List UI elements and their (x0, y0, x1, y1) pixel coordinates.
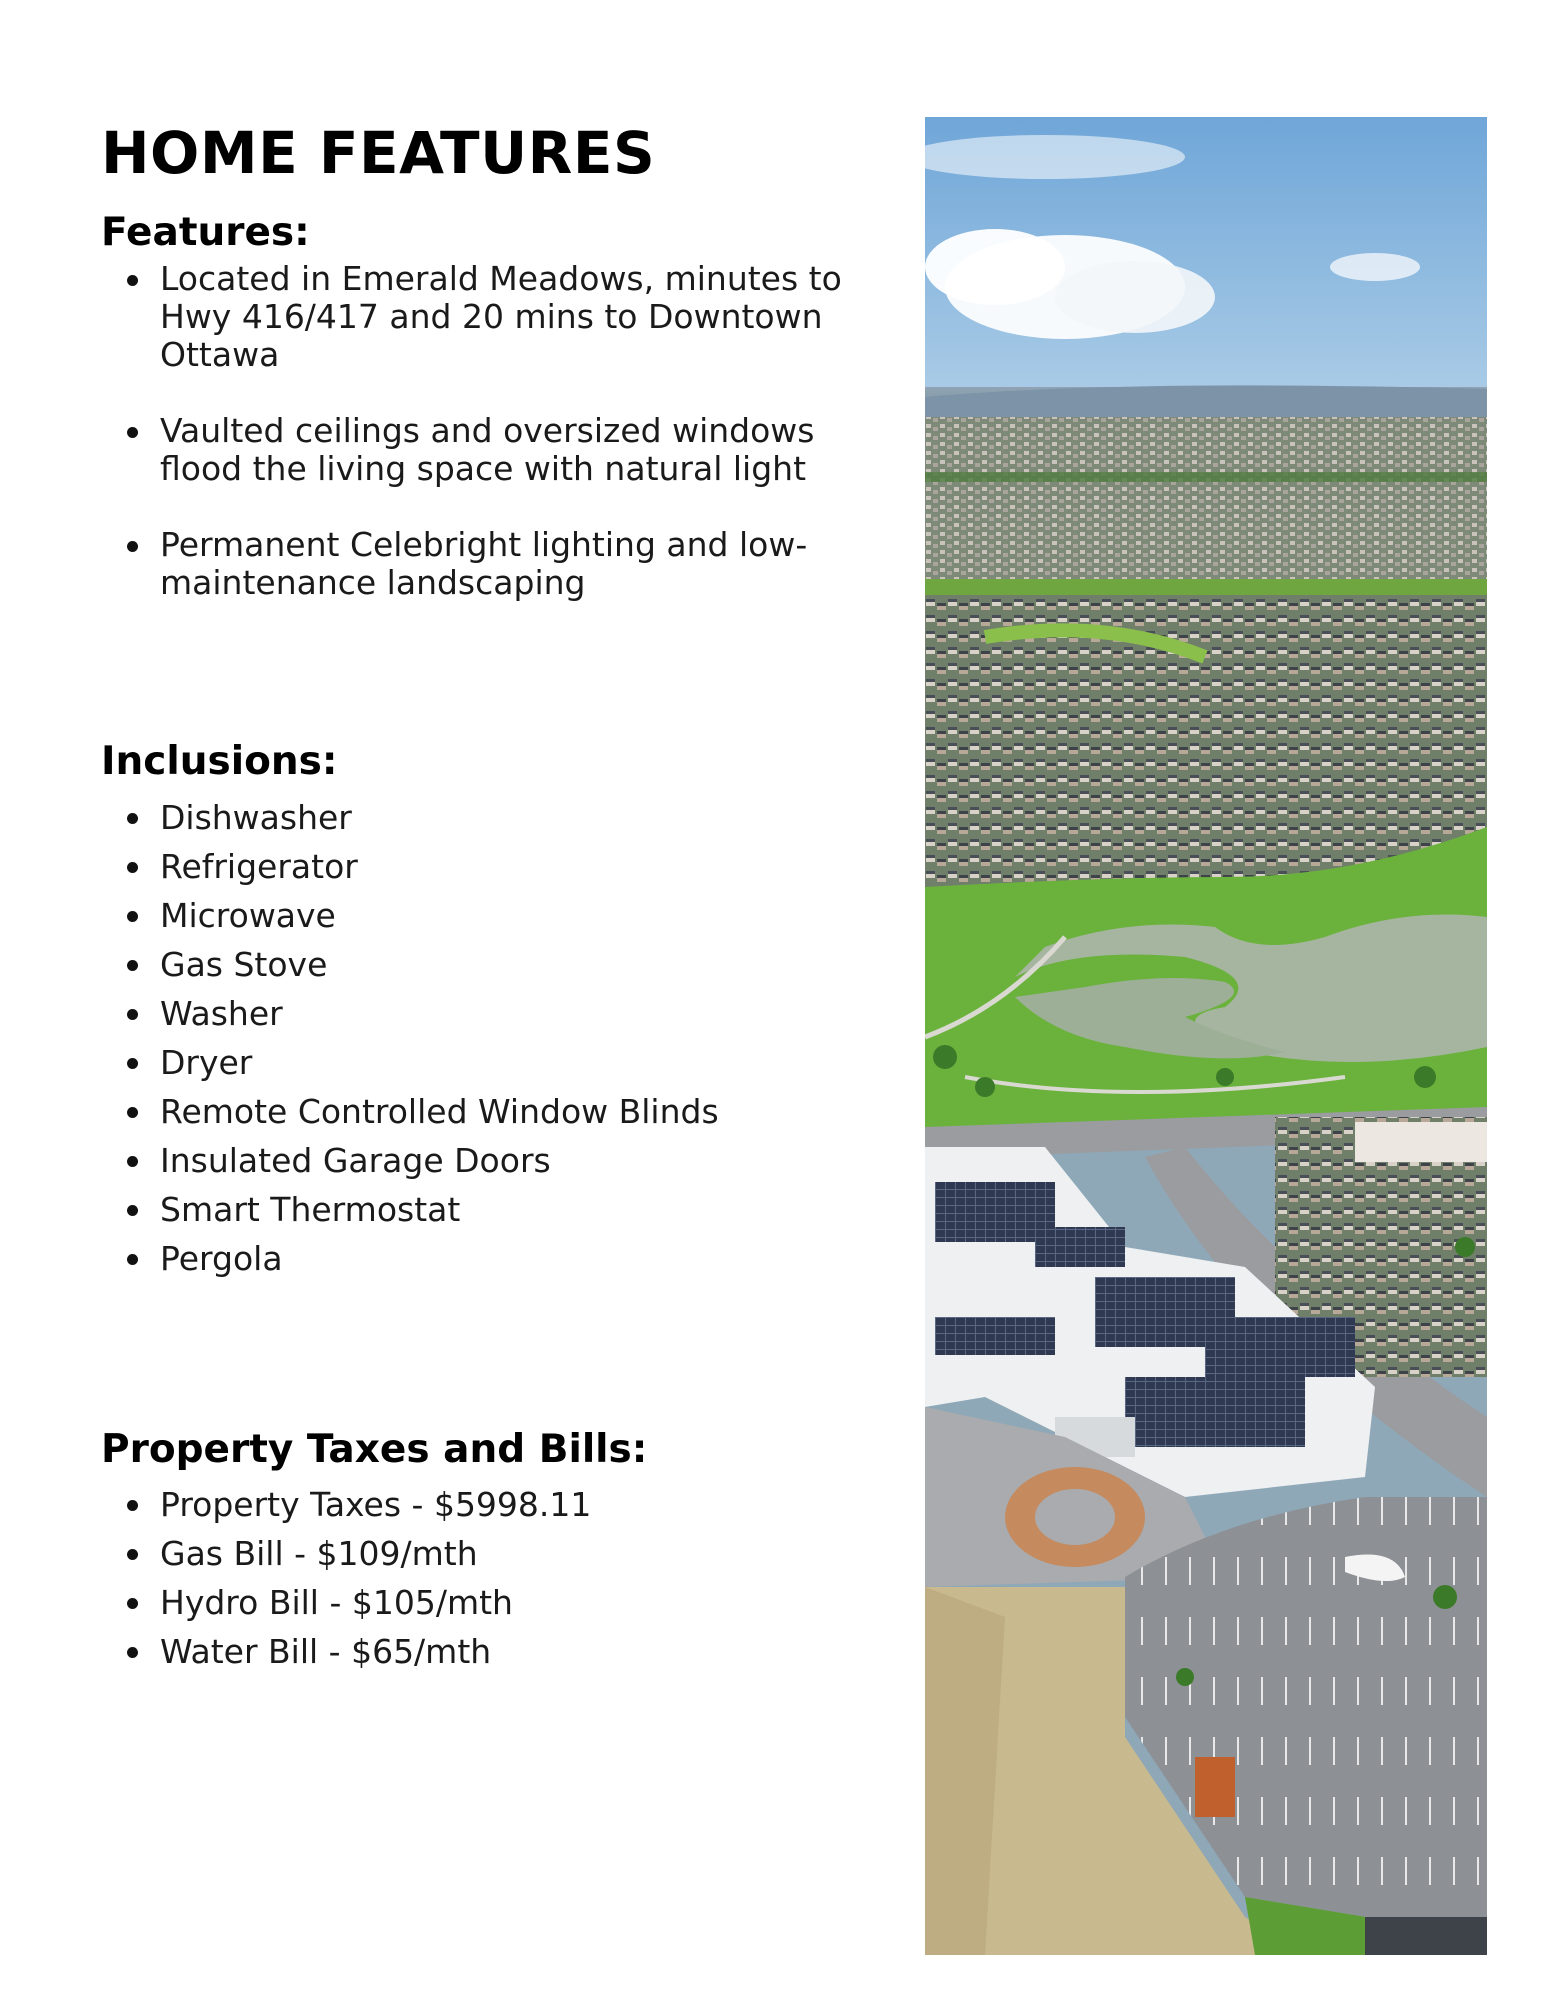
features-heading: Features: (101, 210, 310, 255)
list-item: Refrigerator (101, 842, 861, 891)
features-list (101, 260, 861, 640)
list-item: Washer (101, 989, 861, 1038)
list-item: Dishwasher (101, 793, 861, 842)
list-item: Remote Controlled Window Blinds (101, 1087, 861, 1136)
page-title: HOME FEATURES (101, 119, 656, 187)
list-item: Permanent Celebright lighting and low-maintenance landscaping (101, 526, 861, 602)
list-item: Gas Stove (101, 940, 861, 989)
taxes-heading: Property Taxes and Bills: (101, 1427, 648, 1472)
list-item: Gas Bill - $109/mth (101, 1529, 861, 1578)
list-item: Vaulted ceilings and oversized windows flood the living space with natural light (101, 412, 861, 488)
aerial-neighborhood-photo (925, 117, 1487, 1955)
list-item: Microwave (101, 891, 861, 940)
list-item: Smart Thermostat (101, 1185, 861, 1234)
inclusions-heading: Inclusions: (101, 739, 338, 784)
taxes-list (101, 1480, 861, 1676)
list-item: Pergola (101, 1234, 861, 1283)
list-item: Insulated Garage Doors (101, 1136, 861, 1185)
list-item: Hydro Bill - $105/mth (101, 1578, 861, 1627)
list-item: Dryer (101, 1038, 861, 1087)
list-item: Property Taxes - $5998.11 (101, 1480, 861, 1529)
inclusions-list (101, 793, 861, 1283)
list-item: Located in Emerald Meadows, minutes to Hwy 416/417 and 20 mins to Downtown Ottawa (101, 260, 861, 374)
list-item: Water Bill - $65/mth (101, 1627, 861, 1676)
